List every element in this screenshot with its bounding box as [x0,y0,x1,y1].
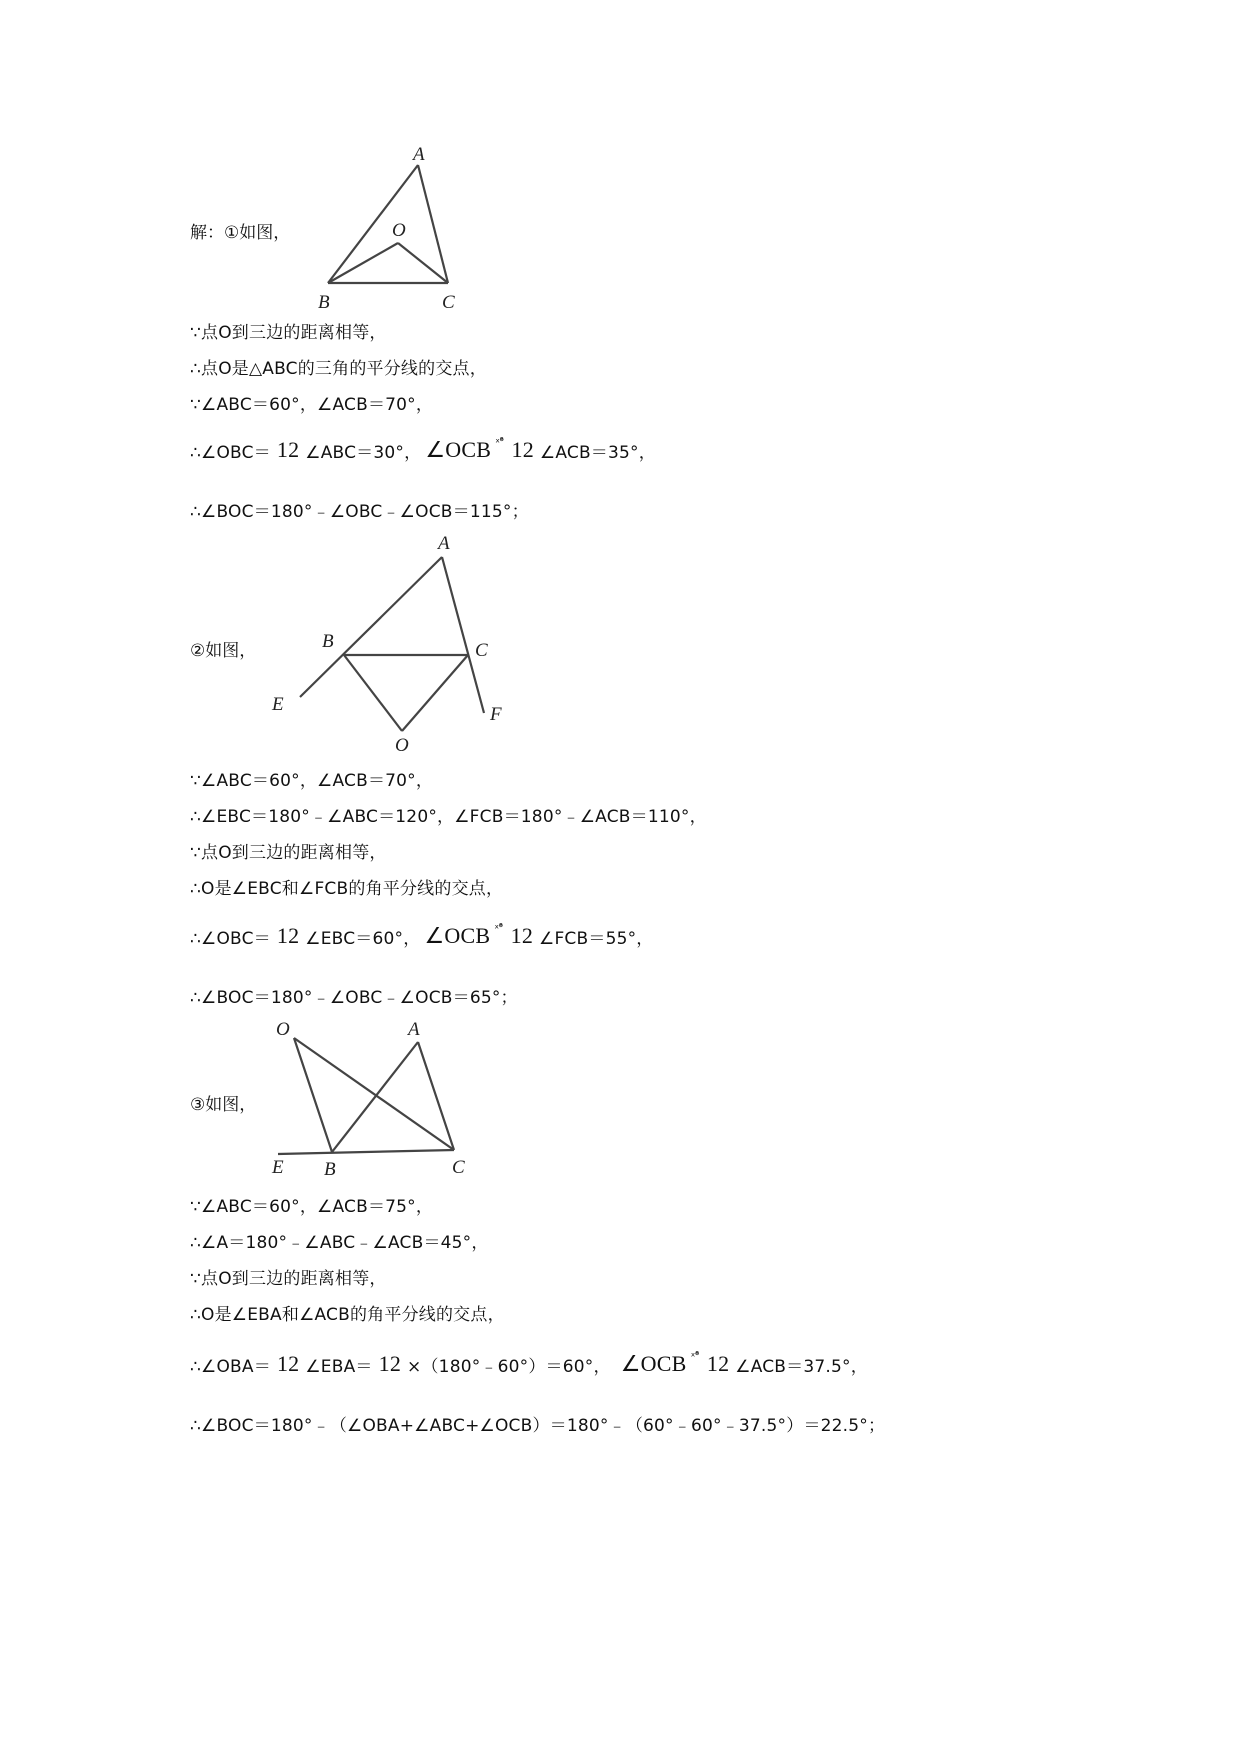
p2-line5: ∴∠OBC＝ 12 ∠EBC＝60°， ∠OCB ˣ°̊ 12 ∠FCB＝55°， [190,921,654,949]
fig2-label-a: A [438,533,450,554]
figure-1 [310,140,480,313]
p2-line4: ∴O是∠EBC和∠FCB的角平分线的交点， [190,878,504,899]
fraction-half: 12 [276,437,300,462]
part1-label: 解：①如图， [190,223,291,243]
p1-line1: ∵点O到三边的距离相等， [190,322,387,343]
part2-label: ②如图， [190,641,257,661]
fraction-half: 12 [276,1351,300,1376]
fig3-label-o: O [276,1019,290,1040]
fraction-half: 12 [276,923,300,948]
p1-line2: ∴点O是△ABC的三角的平分线的交点， [190,358,487,379]
fraction-half: 12 [378,1351,402,1376]
fig1-label-b: B [318,292,330,313]
part3-label: ③如图， [190,1095,257,1115]
fraction-half: 12 [706,1351,730,1376]
p1-line3: ∵∠ABC＝60°，∠ACB＝70°， [190,394,434,415]
fig3-label-c: C [452,1157,465,1178]
p1-line5: ∴∠BOC＝180°﹣∠OBC﹣∠OCB＝115°； [190,501,529,522]
p2-line3: ∵点O到三边的距离相等， [190,842,387,863]
fig2-label-e: E [272,694,284,715]
p3-line6: ∴∠BOC＝180°﹣（∠OBA+∠ABC+∠OCB）＝180°﹣（60°﹣60°﹣37.5°）＝22.5°； [190,1415,886,1436]
fig2-label-f: F [490,704,502,725]
p1-line4: ∴∠OBC＝ 12 ∠ABC＝30°， ∠OCB ˣ°̊ 12 ∠ACB＝35°， [190,435,656,463]
p3-line1: ∵∠ABC＝60°，∠ACB＝75°， [190,1196,434,1217]
fig2-label-b: B [322,631,334,652]
p2-line1: ∵∠ABC＝60°，∠ACB＝70°， [190,770,434,791]
fig1-label-a: A [413,144,425,165]
fig3-label-b: B [324,1159,336,1180]
fig3-label-e: E [272,1157,284,1178]
p3-line3: ∵点O到三边的距离相等， [190,1268,387,1289]
fig1-label-o: O [392,220,406,241]
p3-line4: ∴O是∠EBA和∠ACB的角平分线的交点， [190,1304,505,1325]
fraction-half: 12 [510,923,534,948]
figure-2 [270,535,530,760]
fig1-label-c: C [442,292,455,313]
fig3-label-a: A [408,1019,420,1040]
fig2-label-o: O [395,735,409,756]
fig2-label-c: C [475,640,488,661]
p3-line5: ∴∠OBA＝ 12 ∠EBA＝ 12 ×（180°﹣60°）＝60°， ∠OCB ˣ°̊ 12 ∠ACB＝37.5°， [190,1349,868,1377]
figure-3 [270,1010,480,1180]
p2-line6: ∴∠BOC＝180°﹣∠OBC﹣∠OCB＝65°； [190,987,518,1008]
p3-line2: ∴∠A＝180°﹣∠ABC﹣∠ACB＝45°， [190,1232,489,1253]
fraction-half: 12 [511,437,534,462]
p2-line2: ∴∠EBC＝180°﹣∠ABC＝120°，∠FCB＝180°﹣∠ACB＝110°， [190,806,707,827]
